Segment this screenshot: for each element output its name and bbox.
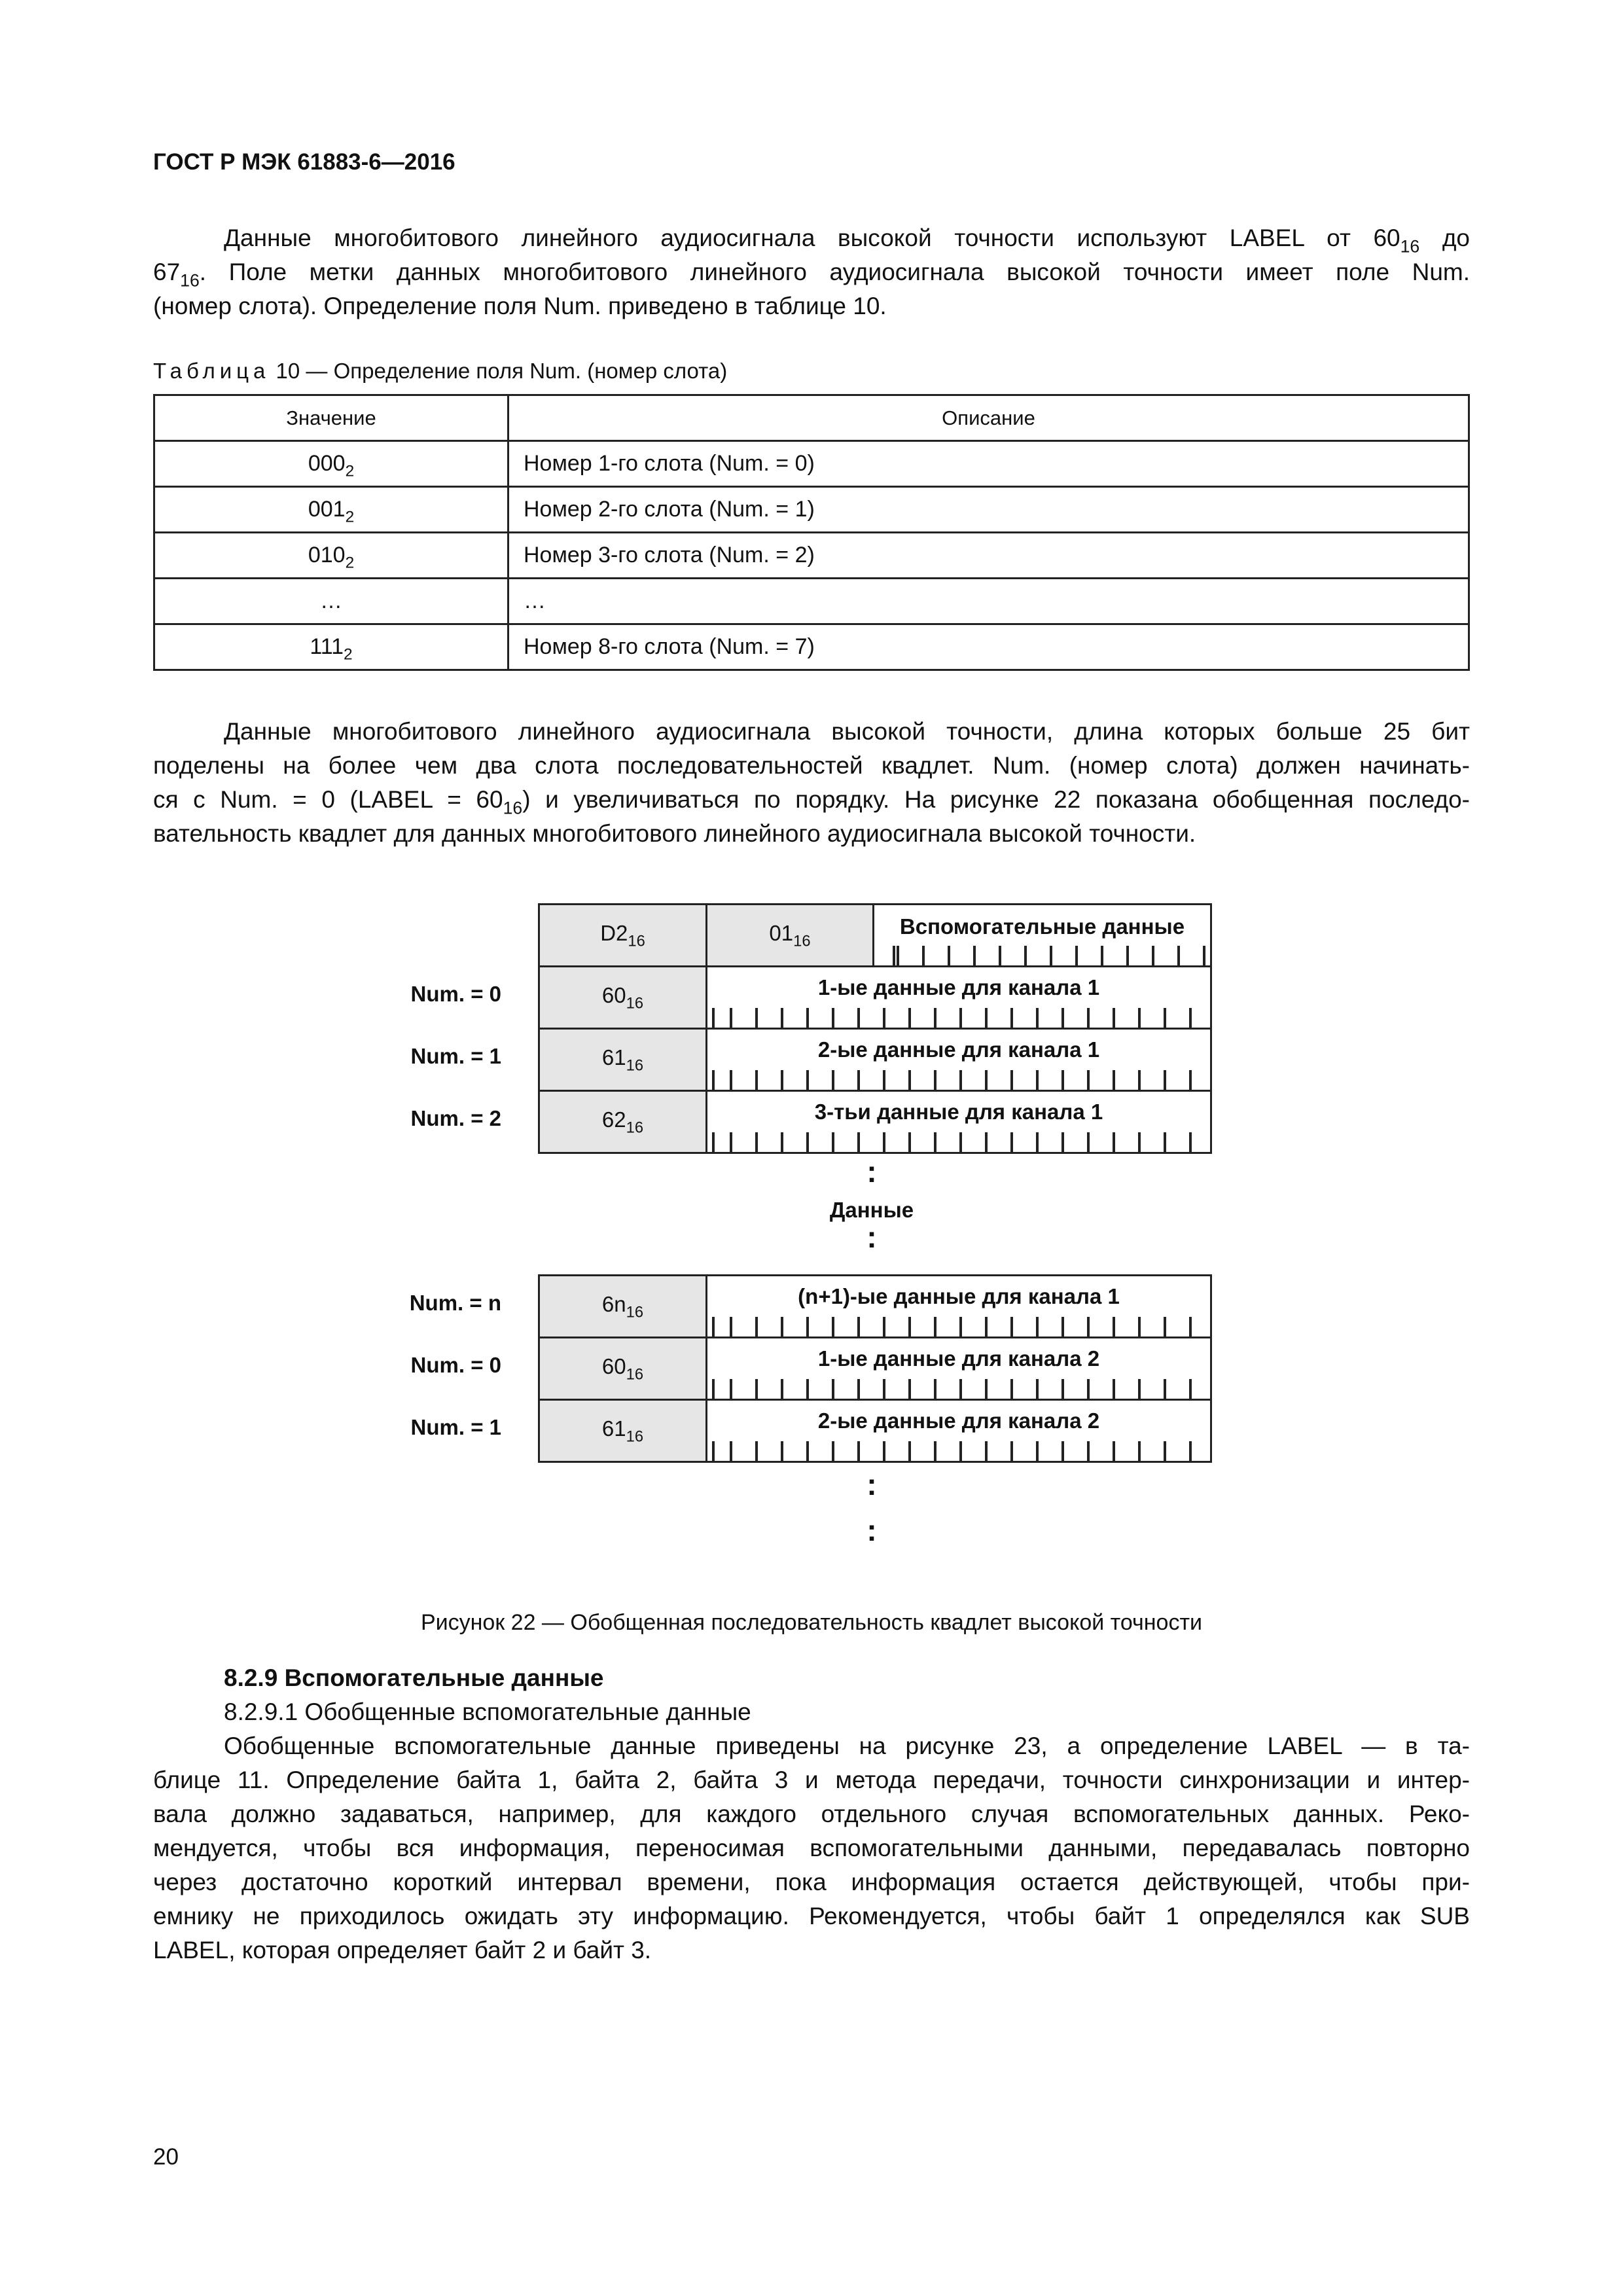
- row-num-label: Num. = 0: [410, 1353, 501, 1377]
- row-num-label: Num. = 0: [410, 982, 501, 1006]
- header-cell-d2: [538, 903, 707, 967]
- table-row: [154, 624, 1469, 670]
- table-header-row: [154, 395, 1469, 441]
- label-cell: [538, 1399, 707, 1463]
- data-cell: [705, 965, 1212, 1030]
- cell-value: …: [154, 579, 508, 624]
- label-cell-text: $61_{16}$: [601, 1416, 644, 1446]
- continuation-dots: :: [866, 1513, 877, 1547]
- continuation-dots: :: [866, 1155, 877, 1189]
- paragraph-line: блице 11. Определение байта 1, байта 2, байта 3 и метода передачи, точности синхронизации и интер-: [153, 1767, 1470, 1793]
- table-num-field: [153, 394, 1470, 671]
- data-cell-text: 2-ые данные для канала 2: [817, 1408, 1100, 1433]
- paragraph-line: вала должно задаваться, например, для каждого отдельного случая вспомогательных данных. Реко-: [153, 1801, 1470, 1827]
- paragraph-intro: [153, 221, 1470, 323]
- label-cell: [538, 1274, 707, 1338]
- paragraph-line: через достаточно короткий интервал времени, пока информация остается действующей, чтобы при-: [153, 1869, 1470, 1895]
- label-cell: [538, 1028, 707, 1092]
- label-cell: [538, 1090, 707, 1154]
- data-cell: [705, 1336, 1212, 1401]
- cell-description: Номер 1-го слота (Num. = 0): [508, 441, 1469, 487]
- paragraph-line: ся с Num. = 0 (LABEL = $60_{16}$) и увеличиваться по порядку. На рисунке 22 показана обобщенная последо-: [153, 786, 1470, 818]
- label-cell: [538, 965, 707, 1030]
- paragraph-line: поделены на более чем два слота последовательностей квадлет. Num. (номер слота) должен начинать-: [153, 752, 1470, 779]
- paragraph-line: емнику не приходилось ожидать эту информацию. Рекомендуется, чтобы байт 1 определялся как SUB: [153, 1903, 1470, 1929]
- label-cell-text: $60_{16}$: [601, 1354, 644, 1384]
- paragraph-sequence: [153, 715, 1470, 851]
- column-header-description: Описание: [508, 395, 1469, 441]
- cell-value: $111_2$: [154, 624, 508, 670]
- label-cell-text: $6n_{16}$: [601, 1292, 644, 1321]
- label-cell-text: $62_{16}$: [601, 1107, 644, 1137]
- paragraph-line: Данные многобитового линейного аудиосигнала высокой точности, длина которых больше 25 бит: [224, 718, 1470, 745]
- subsection-title: 8.2.9.1 Обобщенные вспомогательные данные: [224, 1698, 751, 1725]
- row-num-label: Num. = 2: [410, 1106, 501, 1130]
- page-number: 20: [153, 2144, 179, 2170]
- header-cell-01: [705, 903, 874, 967]
- data-cell: [705, 1090, 1212, 1154]
- row-num-label: Num. = 1: [410, 1415, 501, 1439]
- bit-ticks: [707, 1132, 1210, 1152]
- paragraph-line: Данные многобитового линейного аудиосигнала высокой точности используют LABEL от $60_{16}$ до: [224, 224, 1470, 257]
- cell-value: $000_2$: [154, 441, 508, 487]
- bit-ticks: [707, 1317, 1210, 1336]
- paragraph-line: $67_{16}$. Поле метки данных многобитового линейного аудиосигнала высокой точности имеет поле Num.: [153, 259, 1470, 291]
- row-num-label: Num. = 1: [410, 1044, 501, 1068]
- label-cell-text: $61_{16}$: [601, 1045, 644, 1075]
- data-cell-text: 1-ые данные для канала 1: [817, 975, 1100, 999]
- paragraph-line: Обобщенные вспомогательные данные приведены на рисунке 23, а определение LABEL — в та-: [224, 1732, 1470, 1759]
- header-cell-aux-data: [872, 903, 1212, 967]
- label-cell: [538, 1336, 707, 1401]
- table-row: [154, 579, 1469, 624]
- data-cell-text: 2-ые данные для канала 1: [817, 1037, 1100, 1062]
- header-cell-label: $D2_{16}$: [600, 921, 645, 950]
- figure-caption: Рисунок 22 — Обобщенная последовательность квадлет высокой точности: [420, 1610, 1203, 1635]
- paragraph-line: вательность квадлет для данных многобитового линейного аудиосигнала высокой точности.: [153, 820, 1196, 847]
- cell-description: …: [508, 579, 1469, 624]
- paragraph-line: LABEL, которая определяет байт 2 и байт 3.: [153, 1937, 652, 1964]
- data-cell: [705, 1274, 1212, 1338]
- table-row: [154, 487, 1469, 533]
- section-title: 8.2.9 Вспомогательные данные: [224, 1664, 604, 1691]
- bit-ticks: [707, 1441, 1210, 1461]
- paragraph-line: мендуется, чтобы вся информация, переносимая вспомогательными данными, передавалась повторно: [153, 1835, 1470, 1861]
- cell-description: Номер 2-го слота (Num. = 1): [508, 487, 1469, 533]
- cell-value: $010_2$: [154, 533, 508, 579]
- column-header-value: Значение: [154, 395, 508, 441]
- header-cell-label: $01_{16}$: [769, 921, 811, 950]
- data-cell-text: 1-ые данные для канала 2: [817, 1346, 1100, 1371]
- middle-label: Данные: [829, 1198, 914, 1222]
- table-row: [154, 533, 1469, 579]
- bit-ticks: [707, 1008, 1210, 1028]
- bit-ticks: [707, 1070, 1210, 1090]
- data-cell-text: 3-тьи данные для канала 1: [814, 1100, 1103, 1124]
- data-cell: [705, 1399, 1212, 1463]
- bit-ticks: [874, 946, 1210, 965]
- document-header: ГОСТ Р МЭК 61883-6—2016: [153, 149, 455, 175]
- table-row: [154, 441, 1469, 487]
- table-caption: Таблица 10 — Определение поля Num. (номер слота): [153, 359, 728, 383]
- cell-description: Номер 3-го слота (Num. = 2): [508, 533, 1469, 579]
- cell-description: Номер 8-го слота (Num. = 7): [508, 624, 1469, 670]
- label-cell-text: $60_{16}$: [601, 983, 644, 1013]
- header-cell-label: Вспомогательные данные: [899, 914, 1185, 939]
- data-cell-text: (n+1)-ые данные для канала 1: [798, 1284, 1120, 1308]
- row-num-label: Num. = n: [409, 1291, 501, 1315]
- continuation-dots: :: [866, 1220, 877, 1254]
- data-cell: [705, 1028, 1212, 1092]
- paragraph-line: (номер слота). Определение поля Num. приведено в таблице 10.: [153, 293, 887, 319]
- cell-value: $001_2$: [154, 487, 508, 533]
- paragraph-aux-data: [153, 1729, 1470, 1967]
- continuation-dots: :: [866, 1467, 877, 1501]
- bit-ticks: [707, 1379, 1210, 1399]
